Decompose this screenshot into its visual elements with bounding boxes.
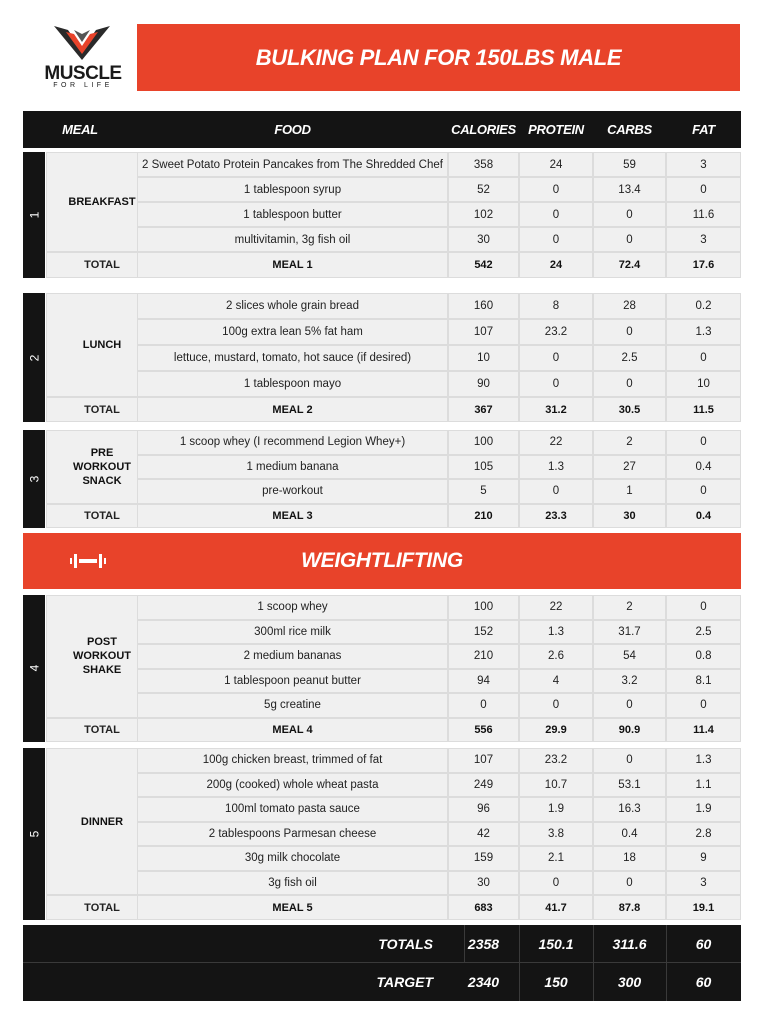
cell-protein: 4 [519,669,593,694]
cell-protein: 0 [519,227,593,252]
cell-food: 1 tablespoon peanut butter [137,669,448,694]
cell-protein: 0 [519,371,593,397]
cell-calories: 30 [448,227,519,252]
table-row [23,227,741,252]
cell-carbs: 3.2 [593,669,666,694]
meal-name: PRE WORKOUT SNACK [46,430,158,504]
cell-food: 30g milk chocolate [137,846,448,871]
meal-block [23,293,741,422]
table-row [23,748,741,773]
meal-number-label: 5 [27,830,41,838]
table-row [23,846,741,871]
cell-fat: 3 [666,152,741,177]
total-carbs: 87.8 [593,895,666,920]
table-row [23,669,741,694]
cell-carbs: 54 [593,644,666,669]
meal-block [23,595,741,742]
cell-protein: 0 [519,202,593,227]
cell-calories: 96 [448,797,519,822]
cell-carbs: 0 [593,693,666,718]
cell-fat: 2.8 [666,822,741,847]
total-protein: 31.2 [519,397,593,422]
cell-calories: 102 [448,202,519,227]
cell-carbs: 59 [593,152,666,177]
cell-protein: 0 [519,871,593,896]
total-calories: 210 [448,504,519,528]
cell-carbs: 31.7 [593,620,666,645]
total-row [23,895,741,920]
header-food: FOOD [274,122,311,137]
table-row [23,822,741,847]
table-row [23,479,741,504]
cell-protein: 24 [519,152,593,177]
cell-carbs: 53.1 [593,773,666,798]
cell-fat: 0 [666,345,741,371]
cell-fat: 10 [666,371,741,397]
meal-number-label: 3 [27,475,41,483]
total-fat: 11.5 [666,397,741,422]
cell-protein: 23.2 [519,748,593,773]
summary-fat: 60 [695,936,712,952]
total-label: TOTAL [46,504,158,528]
total-carbs: 30 [593,504,666,528]
total-meal: MEAL 4 [137,718,448,742]
cell-food: 200g (cooked) whole wheat pasta [137,773,448,798]
meal-block [23,152,741,278]
cell-carbs: 0 [593,202,666,227]
summary-carbs: 311.6 [612,936,647,952]
summary-protein: 150 [544,974,568,990]
total-protein: 29.9 [519,718,593,742]
summary-calories: 2358 [467,936,500,952]
cell-food: 100g chicken breast, trimmed of fat [137,748,448,773]
cell-carbs: 1 [593,479,666,504]
cell-food: 2 Sweet Potato Protein Pancakes from The Shredded Chef [137,152,448,177]
cell-fat: 3 [666,871,741,896]
summary-row-target [23,963,741,1001]
meal-number-label: 2 [27,354,41,361]
cell-food: lettuce, mustard, tomato, hot sauce (if desired) [137,345,448,371]
cell-food: 1 scoop whey (I recommend Legion Whey+) [137,430,448,455]
cell-protein: 10.7 [519,773,593,798]
cell-food: 1 tablespoon mayo [137,371,448,397]
table-row [23,595,741,620]
cell-fat: 0 [666,177,741,202]
cell-carbs: 16.3 [593,797,666,822]
total-row [23,397,741,422]
cell-carbs: 27 [593,455,666,480]
summary-label: TOTALS [378,936,433,952]
cell-carbs: 2 [593,595,666,620]
cell-carbs: 28 [593,293,666,319]
cell-fat: 0 [666,693,741,718]
total-calories: 542 [448,252,519,278]
summary-row-totals [23,925,741,963]
cell-food: pre-workout [137,479,448,504]
total-meal: MEAL 2 [137,397,448,422]
total-protein: 24 [519,252,593,278]
cell-calories: 94 [448,669,519,694]
section-banner-weightlifting [23,533,741,589]
cell-calories: 30 [448,871,519,896]
cell-carbs: 13.4 [593,177,666,202]
total-fat: 11.4 [666,718,741,742]
cell-protein: 23.2 [519,319,593,345]
cell-food: 300ml rice milk [137,620,448,645]
table-row [23,371,741,397]
cell-protein: 22 [519,430,593,455]
cell-carbs: 0 [593,319,666,345]
cell-fat: 0 [666,479,741,504]
total-carbs: 90.9 [593,718,666,742]
cell-calories: 107 [448,319,519,345]
cell-fat: 1.3 [666,748,741,773]
cell-food: 3g fish oil [137,871,448,896]
cell-protein: 8 [519,293,593,319]
cell-protein: 1.3 [519,620,593,645]
cell-calories: 52 [448,177,519,202]
table-row [23,797,741,822]
total-label: TOTAL [46,718,158,742]
cell-protein: 1.9 [519,797,593,822]
cell-fat: 9 [666,846,741,871]
meal-number-label: 1 [27,211,41,219]
cell-food: 1 tablespoon butter [137,202,448,227]
total-fat: 17.6 [666,252,741,278]
meal-name: LUNCH [46,293,158,397]
cell-calories: 159 [448,846,519,871]
logo-tagline: FOR LIFE [53,82,113,89]
cell-calories: 100 [448,430,519,455]
cell-carbs: 0 [593,871,666,896]
total-fat: 0.4 [666,504,741,528]
cell-calories: 42 [448,822,519,847]
cell-fat: 11.6 [666,202,741,227]
meal-block [23,748,741,920]
cell-protein: 3.8 [519,822,593,847]
table-row [23,177,741,202]
total-row [23,718,741,742]
table-row [23,620,741,645]
cell-carbs: 2 [593,430,666,455]
cell-carbs: 18 [593,846,666,871]
cell-food: 5g creatine [137,693,448,718]
cell-fat: 8.1 [666,669,741,694]
header-meal: MEAL [62,122,98,137]
cell-food: 2 tablespoons Parmesan cheese [137,822,448,847]
total-row [23,252,741,278]
total-fat: 19.1 [666,895,741,920]
summary-calories: 2340 [467,974,500,990]
total-calories: 683 [448,895,519,920]
table-row [23,455,741,483]
cell-carbs: 0.4 [593,822,666,847]
cell-protein: 0 [519,479,593,504]
meal-name: POST WORKOUT SHAKE [46,595,158,718]
cell-protein: 22 [519,595,593,620]
cell-protein: 1.3 [519,455,593,480]
brand-logo [42,24,124,94]
total-label: TOTAL [46,895,158,920]
total-row [23,504,741,528]
summary-fat: 60 [695,974,712,990]
cell-fat: 0 [666,595,741,620]
cell-fat: 0.4 [666,455,741,480]
cell-carbs: 0 [593,371,666,397]
cell-food: multivitamin, 3g fish oil [137,227,448,252]
header-fat: FAT [692,122,715,137]
section-banner-label: WEIGHTLIFTING [301,549,463,572]
page-title: BULKING PLAN FOR 150LBS MALE [137,24,740,91]
cell-protein: 0 [519,693,593,718]
cell-protein: 0 [519,177,593,202]
summary-protein: 150.1 [538,936,574,952]
cell-protein: 0 [519,345,593,371]
cell-fat: 0 [666,430,741,455]
table-row [23,430,741,455]
total-meal: MEAL 5 [137,895,448,920]
total-carbs: 72.4 [593,252,666,278]
header-calories: CALORIES [451,122,516,137]
cell-calories: 249 [448,773,519,798]
cell-food: 1 scoop whey [137,595,448,620]
cell-protein: 2.6 [519,644,593,669]
cell-calories: 0 [448,693,519,718]
cell-calories: 107 [448,748,519,773]
table-row [23,293,741,319]
cell-fat: 0.8 [666,644,741,669]
summary-carbs: 300 [617,974,642,990]
table-row [23,693,741,718]
cell-carbs: 0 [593,227,666,252]
table-header [23,111,741,148]
total-meal: MEAL 1 [137,252,448,278]
cell-fat: 1.3 [666,319,741,345]
total-protein: 23.3 [519,504,593,528]
total-label: TOTAL [46,252,158,278]
cell-calories: 10 [448,345,519,371]
logo-wordmark: MUSCLE [44,63,122,84]
total-protein: 41.7 [519,895,593,920]
total-label: TOTAL [46,397,158,422]
cell-carbs: 2.5 [593,345,666,371]
header-protein: PROTEIN [528,122,584,137]
dumbbell-icon [70,550,106,572]
cell-protein: 2.1 [519,846,593,871]
cell-calories: 358 [448,152,519,177]
cell-calories: 152 [448,620,519,645]
cell-calories: 160 [448,293,519,319]
table-row [23,773,741,798]
cell-food: 1 tablespoon syrup [137,177,448,202]
table-row [23,202,741,227]
cell-fat: 3 [666,227,741,252]
cell-carbs: 0 [593,748,666,773]
cell-food: 2 slices whole grain bread [137,293,448,319]
table-row [23,319,741,345]
table-row [23,152,741,177]
cell-food: 1 medium banana [137,455,448,480]
table-row [23,871,741,896]
cell-food: 2 medium bananas [137,644,448,669]
total-calories: 367 [448,397,519,422]
cell-fat: 1.1 [666,773,741,798]
cell-fat: 0.2 [666,293,741,319]
meal-block [23,430,741,528]
cell-food: 100ml tomato pasta sauce [137,797,448,822]
header-carbs: CARBS [607,122,652,137]
cell-calories: 105 [448,455,519,480]
total-calories: 556 [448,718,519,742]
cell-fat: 1.9 [666,797,741,822]
summary-label: TARGET [376,974,433,990]
cell-calories: 100 [448,595,519,620]
total-carbs: 30.5 [593,397,666,422]
total-meal: MEAL 3 [137,504,448,528]
table-row [23,644,741,669]
cell-fat: 2.5 [666,620,741,645]
cell-calories: 210 [448,644,519,669]
meal-name: DINNER [46,748,158,895]
meal-number-label: 4 [27,664,41,672]
cell-calories: 90 [448,371,519,397]
logo-mark-icon [52,24,112,62]
cell-food: 100g extra lean 5% fat ham [137,319,448,345]
meal-name: BREAKFAST [46,152,158,252]
cell-calories: 5 [448,479,519,504]
table-row [23,345,741,371]
